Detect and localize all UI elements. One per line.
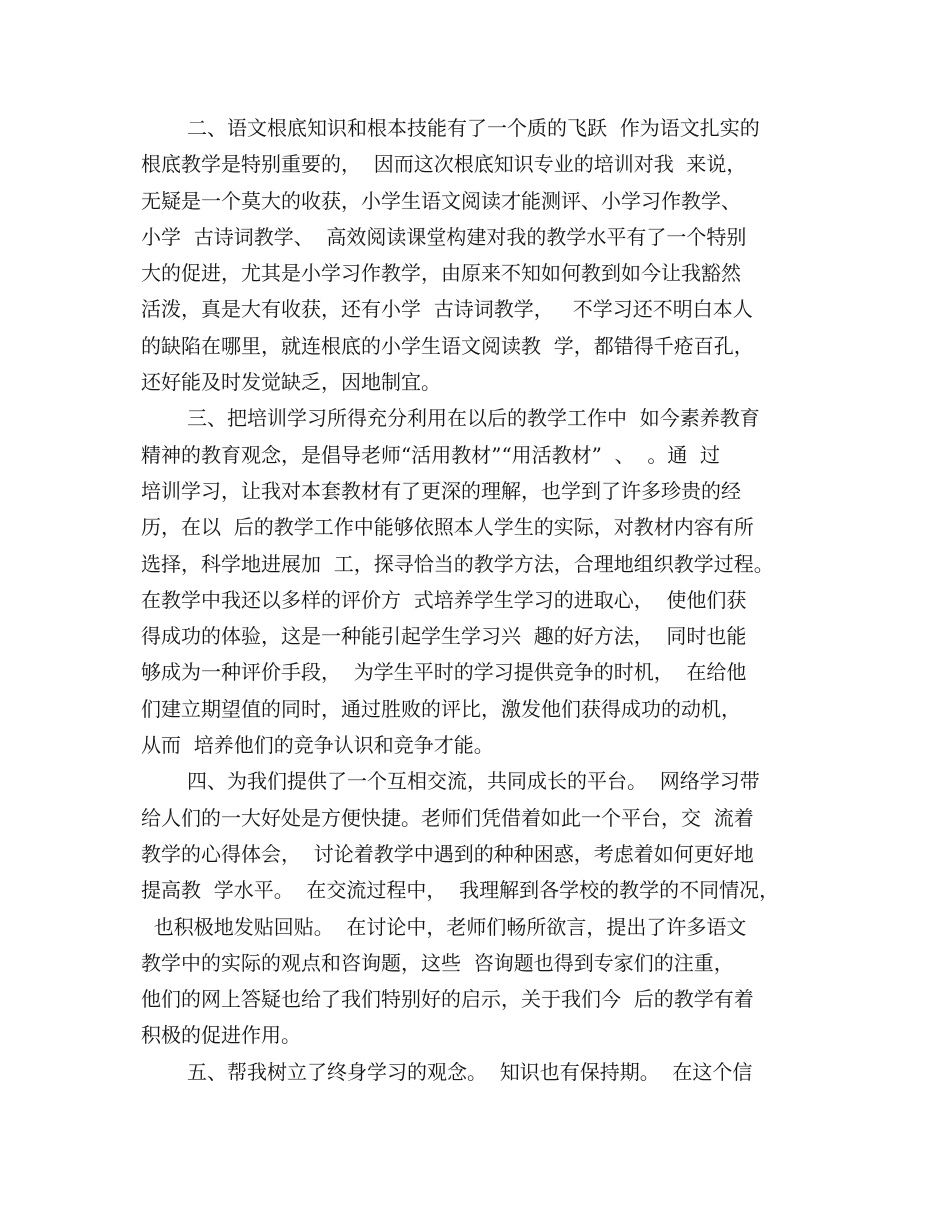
text-line: 积极的促进作用。: [141, 1023, 301, 1048]
text-line: 他们的网上答疑也给了我们特别好的启示，关于我们今 后的教学有着: [141, 987, 754, 1012]
text-line: 的缺陷在哪里，就连根底的小学生语文阅读教 学，都错得千疮百孔，: [141, 333, 754, 358]
text-line: 也积极地发贴回贴。 在讨论中，老师们畅所欲言，提出了许多语文: [141, 914, 747, 939]
text-line: 提高教 学水平。 在交流过程中， 我理解到各学校的教学的不同情况，: [141, 878, 780, 903]
paragraph-first-line: 二、语文根底知识和根本技能有了一个质的飞跃 作为语文扎实的: [187, 116, 760, 140]
text-line: 培训学习，让我对本套教材有了更深的理解，也学到了许多珍贵的经: [141, 478, 741, 503]
paragraph-first-line: 三、把培训学习所得充分利用在以后的教学工作中 如今素养教育: [187, 406, 760, 431]
document-body: [141, 110, 831, 1090]
text-line: 根底教学是特别重要的， 因而这次根底知识专业的培训对我 来说，: [141, 152, 747, 177]
paragraph-first-line: 五、帮我树立了终身学习的观念。 知识也有保持期。 在这个信: [187, 1059, 753, 1084]
text-line: 们建立期望值的同时，通过胜败的评比，激发他们获得成功的动机，: [141, 696, 741, 721]
text-line: 还好能及时发觉缺乏，因地制宜。: [141, 370, 441, 395]
text-line: 小学 古诗词教学、 高效阅读课堂构建对我的教学水平有了一个特别: [141, 224, 747, 249]
text-line: 教学中的实际的观点和咨询题，这些 咨询题也得到专家们的注重，: [141, 950, 734, 975]
text-line: 教学的心得体会， 讨论着教学中遇到的种种困惑，考虑着如何更好地: [141, 841, 754, 866]
text-line: 无疑是一个莫大的收获，小学生语文阅读才能测评、小学习作教学、: [141, 188, 741, 213]
text-line: 大的促进，尤其是小学习作教学，由原来不知如何教到如今让我豁然: [141, 261, 741, 286]
text-line: 得成功的体验，这是一种能引起学生学习兴 趣的好方法， 同时也能: [141, 624, 747, 649]
text-line: 精神的教育观念，是倡导老师“活用教材”“用活教材” 、 。通 过: [141, 442, 721, 467]
text-line: 从而 培养他们的竞争认识和竞争才能。: [141, 733, 494, 758]
text-line: 够成为一种评价手段， 为学生平时的学习提供竞争的时机， 在给他: [141, 660, 747, 685]
text-line: 给人们的一大好处是方便快捷。老师们凭借着如此一个平台，交 流着: [141, 805, 754, 830]
text-line: 选择，科学地进展加 工，探寻恰当的教学方法，合理地组织教学过程。: [141, 551, 774, 576]
paragraph-first-line: 四、为我们提供了一个互相交流，共同成长的平台。 网络学习带: [187, 769, 760, 794]
text-line: 历，在以 后的教学工作中能够依照本人学生的实际，对教材内容有所: [141, 515, 754, 540]
text-line: 在教学中我还以多样的评价方 式培养学生学习的进取心， 使他们获: [141, 587, 747, 612]
text-line: 活泼，真是大有收获，还有小学 古诗词教学， 不学习还不明白本人: [141, 297, 753, 322]
